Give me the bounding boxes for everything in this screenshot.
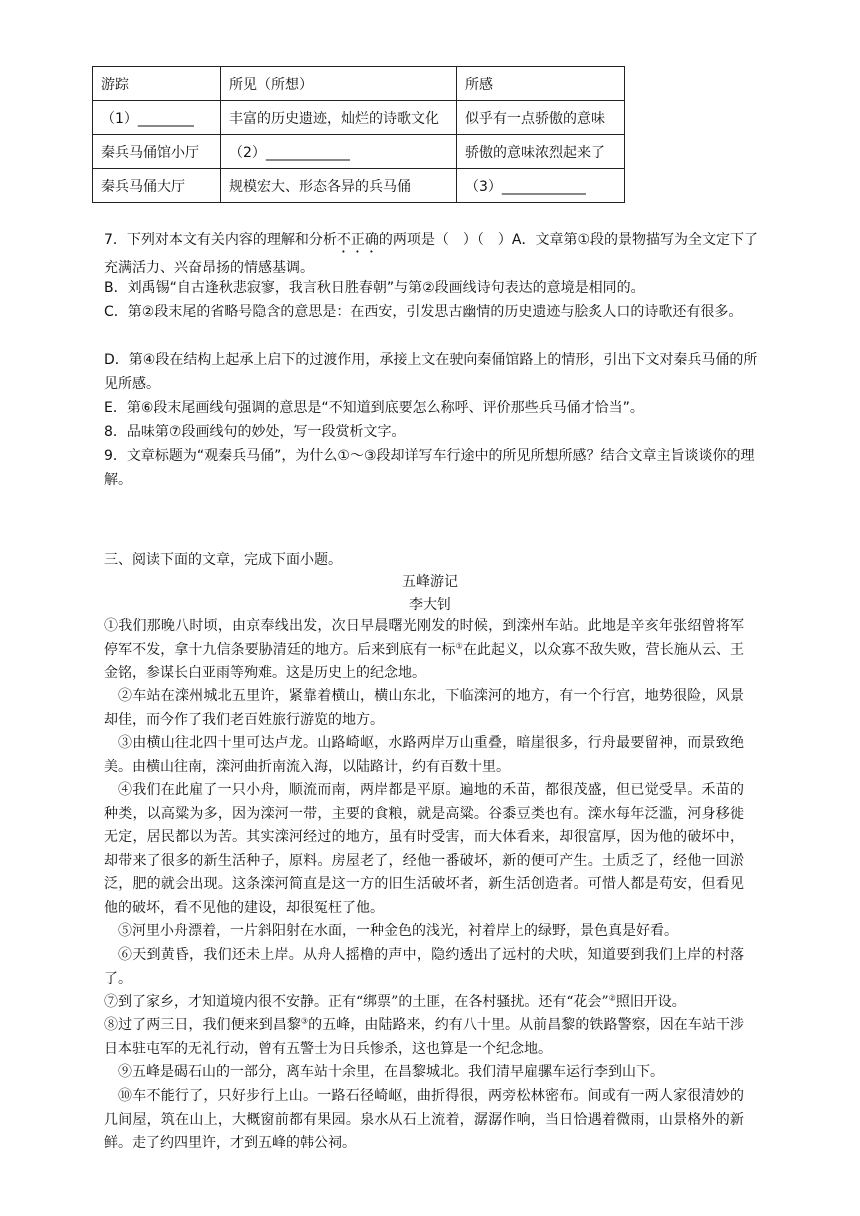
- table-cell: 规模宏大、形态各异的兵马俑: [221, 169, 457, 203]
- question-7-option-e: E．第⑥段末尾画线句强调的意思是“不知道到底要怎么称呼、评价那些兵马俑才恰当”。: [104, 400, 644, 416]
- paragraph-9: ⑨五峰是碣石山的一部分，离车站十余里，在昌黎城北。我们清早雇骡车运行李到山下。: [118, 1064, 664, 1080]
- section-heading: 三、阅读下面的文章，完成下面小题。: [104, 552, 342, 568]
- paragraph-3: ③由横山往北四十里可达卢龙。山路崎岖，水路两岸万山重叠，暗崖很多，行舟最要留神，而景致绝美。由横山往南，滦河曲折南流入海，以陆路计，约有百数十里。: [104, 735, 744, 775]
- table-row: [93, 101, 625, 135]
- article-author: 李大钊: [409, 597, 451, 613]
- paragraph-5: ⑤河里小舟漂着，一片斜阳射在水面，一种金色的浅光，衬着岸上的绿野，景色真是好看。: [118, 923, 678, 939]
- question-7-option-c: C．第②段末尾的省略号隐含的意思是：在西安，引发思古幽情的历史遗迹与脍炙人口的诗歌还有很多。: [104, 304, 743, 320]
- paragraph-8: ⑧过了两三日，我们便来到昌黎③的五峰，由陆路来，约有八十里。从前昌黎的铁路警察，因在车站干涉日本驻屯军的无礼行动，曾有五警士为日兵惨杀，这也算是一个纪念地。: [104, 1016, 745, 1057]
- emphasis-not-correct: 不正确: [336, 232, 379, 248]
- paragraph-10: ⑩车不能行了，只好步行上山。一路石径崎岖，曲折得很，两旁松林密布。间或有一两人家很清妙的几间屋，筑在山上，大概窗前都有果园。泉水从石上流着，潺潺作响，当日恰遇着微雨，山景格外的新鲜。走了约四里许，才到五峰的韩公祠。: [104, 1088, 744, 1151]
- table-cell: 所感: [457, 67, 625, 101]
- table-cell: （3）____________: [457, 169, 625, 203]
- footnote-marker: ③: [300, 1016, 309, 1026]
- question-7: 7．下列对本文有关内容的理解和分析不正确的两项是（ ）（ ）A．文章第①段的景物描写为全文定下了充满活力、兴奋昂扬的情感基调。: [104, 232, 759, 276]
- table-cell: 骄傲的意味浓烈起来了: [457, 135, 625, 169]
- article-title: 五峰游记: [402, 574, 458, 590]
- table-row: [93, 135, 625, 169]
- footnote-marker: ①: [455, 640, 463, 650]
- question-7-option-d: D．第④段在结构上起承上启下的过渡作用，承接上文在驶向秦俑馆路上的情形，引出下文对秦兵马俑的所见所感。: [104, 352, 758, 392]
- table-row: [93, 67, 625, 101]
- question-9: 9．文章标题为“观秦兵马俑”，为什么①～③段却详写车行途中的所见所想所感？结合文章主旨谈谈你的理解。: [104, 448, 755, 488]
- paragraph-1: ①我们那晚八时顷，由京奉线出发，次日早晨曙光刚发的时候，到滦州车站。此地是辛亥年张绍曾将军停军不发，拿十九信条要胁清廷的地方。后来到底有一标①在此起义，以众寡不敌失败，营长施从云、王金铭，参谋长白亚雨等殉难。这是历史上的纪念地。: [104, 618, 745, 681]
- question-7-option-b: B．刘禹锡“自古逢秋悲寂寥，我言秋日胜春朝”与第②段画线诗句表达的意境是相同的。: [104, 280, 645, 296]
- table-cell: 所见（所想）: [221, 67, 457, 101]
- footnote-marker: ②: [608, 993, 616, 1003]
- question-8: 8．品味第⑦段画线句的妙处，写一段赏析文字。: [104, 424, 406, 440]
- table-cell: 秦兵马俑大厅: [93, 169, 221, 203]
- table-cell: （1）________: [93, 101, 221, 135]
- table-cell: 似乎有一点骄傲的意味: [457, 101, 625, 135]
- paragraph-4: ④我们在此雇了一只小舟，顺流而南，两岸都是平原。遍地的禾苗，都很茂盛，但已觉受旱。禾苗的种类，以高粱为多，因为滦河一带，主要的食粮，就是高粱。谷黍豆类也有。滦水每年泛滥，河身移徙无定，居民都以为苦。其实滦河经过的地方，虽有时受害，而大体看来，却很富厚，因为他的破坏中，却带来了很多的新生活种子，原料。房屋老了，经他一番破坏，新的便可产生。土质乏了，经他一回淤泛，肥的就会出现。这条滦河简直是这一方的旧生活破坏者，新生活创造者。可惜人都是苟安，但看见他的破坏，看不见他的建设，却很冤枉了他。: [104, 782, 744, 916]
- table-row: [93, 169, 625, 203]
- table-cell: （2）____________: [221, 135, 457, 169]
- paragraph-6: ⑥天到黄昏，我们还未上岸。从舟人摇橹的声中，隐约透出了远村的犬吠，知道要到我们上岸的村落了。: [104, 947, 744, 987]
- paragraph-7: ⑦到了家乡，才知道境内很不安静。正有“绑票”的土匪，在各村骚扰。还有“花会”②照旧开设。: [104, 993, 686, 1010]
- paragraph-2: ②车站在滦州城北五里许，紧靠着横山，横山东北，下临滦河的地方，有一个行宫，地势很险，风景却佳，而今作了我们老百姓旅行游览的地方。: [104, 688, 744, 728]
- table-cell: 游踪: [93, 67, 221, 101]
- table-cell: 丰富的历史遗迹，灿烂的诗歌文化: [221, 101, 457, 135]
- table-cell: 秦兵马俑馆小厅: [93, 135, 221, 169]
- answer-table: [92, 66, 625, 203]
